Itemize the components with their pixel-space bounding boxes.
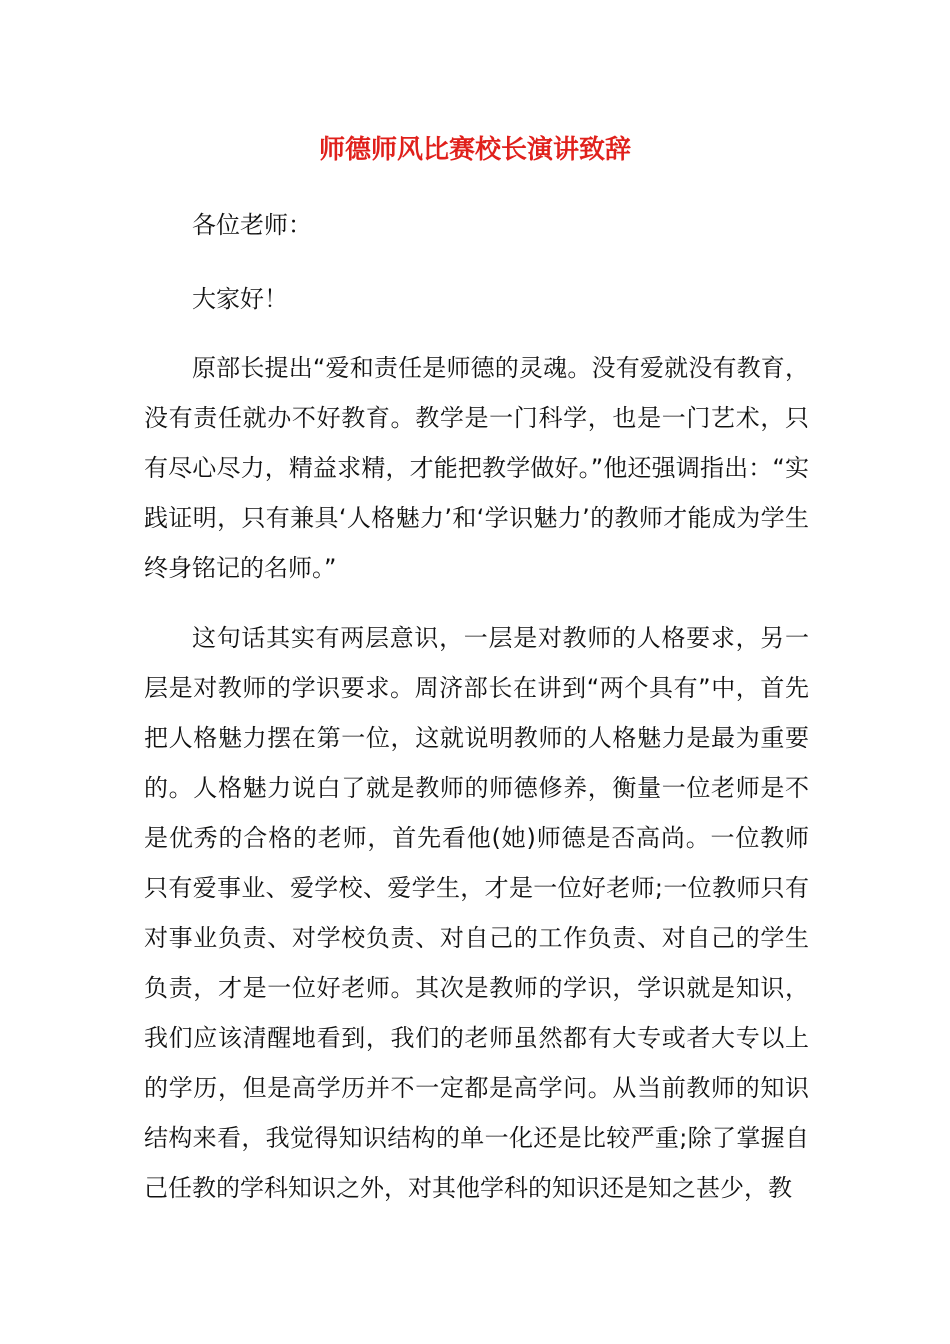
document-title: 师德师风比赛校长演讲致辞 bbox=[318, 135, 631, 165]
paragraph-1: 原部长提出“爱和责任是师德的灵魂。没有爱就没有教育，没有责任就办不好教育。教学是一门科学，也是一门艺术，只有尽心尽力，精益求精，才能把教学做好。”他还强调指出：“实践证明，只有兼具‘人格魅力’和‘学识魅力’的教师才能成为学生终身铭记的名师。” bbox=[144, 354, 809, 582]
salutation-line: 大家好！ bbox=[192, 285, 288, 313]
greeting-line: 各位老师： bbox=[192, 211, 312, 239]
paragraph-2: 这句话其实有两层意识，一层是对教师的人格要求，另一层是对教师的学识要求。周济部长在讲到“两个具有”中，首先把人格魅力摆在第一位，这就说明教师的人格魅力是最为重要的。人格魅力说白了就是教师的师德修养，衡量一位老师是不是优秀的合格的老师，首先看他(她)师德是否高尚。一位教师只有爱事业、爱学校、爱学生，才是一位好老师;一位教师只有对事业负责、对学校负责、对自己的工作负责、对自己的学生负责，才是一位好老师。其次是教师的学识，学识就是知识，我们应该清醒地看到，我们的老师虽然都有大专或者大专以上的学历，但是高学历并不一定都是高学问。从当前教师的知识结构来看，我觉得知识结构的单一化还是比较严重;除了掌握自己任教的学科知识之外，对其他学科的知识还是知之甚少，教 bbox=[144, 624, 809, 1202]
